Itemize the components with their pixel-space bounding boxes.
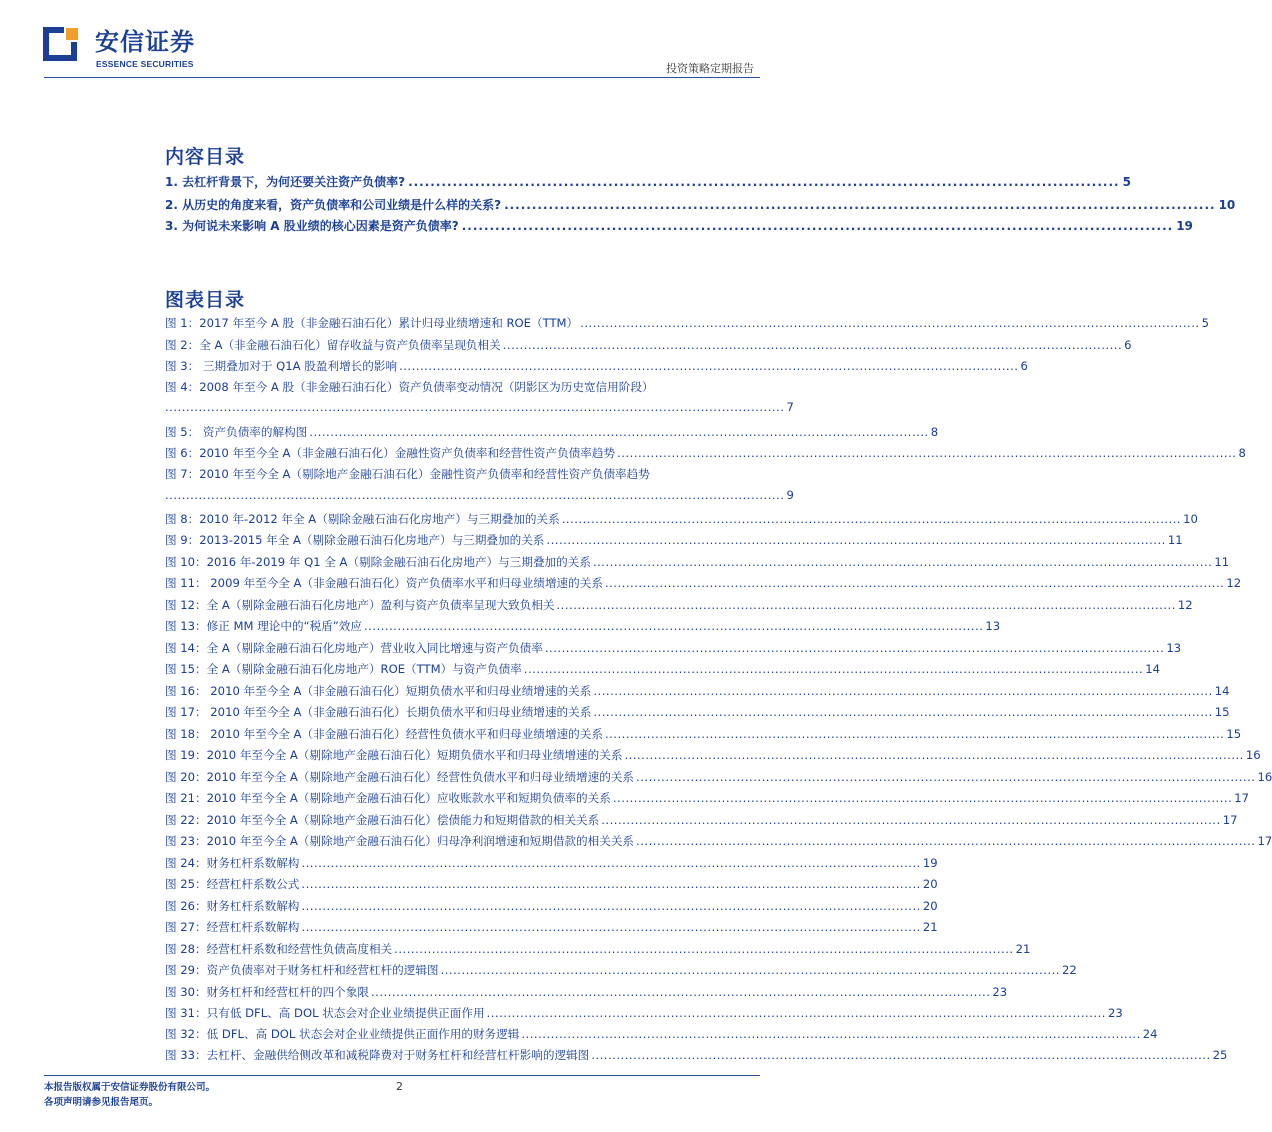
figure-item[interactable] bbox=[165, 466, 753, 485]
leader-dots: .................................................................................................................................................... bbox=[301, 877, 921, 891]
figure-item[interactable] bbox=[165, 337, 1132, 356]
figure-item-text: 图 24：财务杠杆系数解构 bbox=[165, 856, 300, 870]
leader-dots: .................................................................................................................................................... bbox=[165, 488, 785, 502]
leader-dots: .................................................................................................................................................... bbox=[612, 791, 1233, 805]
figure-item-text: 图 14：全 A（剔除金融石油石化房地产）营业收入同比增速与资产负债率 bbox=[165, 641, 543, 655]
figure-item-text: 图 16： 2010 年至今全 A（非金融石油石化）短期负债水平和归母业绩增速的关系 bbox=[165, 684, 592, 698]
figure-item-text: 图 4：2008 年至今 A 股（非金融石油石化）资产负债率变动情况（阴影区为历史宽信用阶段） bbox=[165, 380, 654, 394]
figure-item-page: 15 bbox=[1214, 705, 1230, 719]
figure-item-continuation[interactable] bbox=[165, 488, 794, 507]
figure-item-text: 图 5： 资产负债率的解构图 bbox=[165, 425, 308, 439]
leader-dots: .................................................................................................................................................... bbox=[301, 899, 921, 913]
figure-item-text: 图 13：修正 MM 理论中的“税盾”效应 bbox=[165, 619, 362, 633]
figure-item-page: 12 bbox=[1177, 598, 1193, 612]
figure-item-text: 图 31：只有低 DFL、高 DOL 状态会对企业业绩提供正面作用 bbox=[165, 1006, 485, 1020]
figure-item-text: 图 11： 2009 年至今全 A（非金融石油石化）资产负债率水平和归母业绩增速的关系 bbox=[165, 576, 603, 590]
figure-item-text: 图 9：2013-2015 年全 A（剔除金融石油石化房地产）与三期叠加的关系 bbox=[165, 533, 545, 547]
figure-item-text: 图 8：2010 年-2012 年全 A（剔除金融石油石化房地产）与三期叠加的关系 bbox=[165, 512, 560, 526]
toc-item-page: 10 bbox=[1218, 198, 1236, 212]
figure-item[interactable] bbox=[165, 984, 1008, 1003]
figure-item-page: 25 bbox=[1212, 1048, 1228, 1062]
figure-item-page: 16 bbox=[1245, 748, 1261, 762]
figure-item-text: 图 17： 2010 年至今全 A（非金融石油石化）长期负债水平和归母业绩增速的关系 bbox=[165, 705, 592, 719]
figure-item-text: 图 29：资产负债率对于财务杠杆和经营杠杆的逻辑图 bbox=[165, 963, 439, 977]
toc-item[interactable] bbox=[165, 217, 1193, 237]
leader-dots: .................................................................................................................................................... bbox=[561, 512, 1182, 526]
figure-item-text: 图 6：2010 年至今全 A（非金融石油石化）金融性资产负债率和经营性资产负债率趋势 bbox=[165, 446, 616, 460]
footer-disclaimer bbox=[44, 1080, 215, 1110]
figure-item[interactable] bbox=[165, 962, 1077, 981]
figure-item-page: 8 bbox=[1238, 446, 1246, 460]
figure-item-page: 7 bbox=[786, 400, 794, 414]
figure-item-text: 图 3： 三期叠加对于 Q1A 股盈利增长的影响 bbox=[165, 359, 398, 373]
leader-dots: .................................................................................................................................................... bbox=[370, 985, 991, 999]
leader-dots: .................................................................................................................................................... bbox=[440, 963, 1060, 977]
page-number: 2 bbox=[396, 1080, 403, 1093]
figure-item[interactable] bbox=[165, 1005, 1123, 1024]
disclaimer-notice: 各项声明请参见报告尾页。 bbox=[44, 1097, 159, 1108]
figure-item-text: 图 28：经营杠杆系数和经营性负债高度相关 bbox=[165, 942, 393, 956]
figure-item-page: 19 bbox=[922, 856, 938, 870]
leader-dots: .................................................................................................................................................... bbox=[636, 834, 1256, 848]
figure-item-text: 图 15：全 A（剔除金融石油石化房地产）ROE（TTM）与资产负债率 bbox=[165, 662, 522, 676]
figure-item-text: 图 2：全 A（非金融石油石化）留存收益与资产负债率呈现负相关 bbox=[165, 338, 501, 352]
figure-item[interactable] bbox=[165, 554, 1230, 573]
leader-dots: .................................................................................................................................................... bbox=[486, 1006, 1106, 1020]
figure-item-page: 14 bbox=[1214, 684, 1230, 698]
leader-dots: .................................................................................................................................................... bbox=[580, 316, 1200, 330]
leader-dots: .................................................................................................................................................... bbox=[592, 555, 1213, 569]
toc-item[interactable] bbox=[165, 173, 1131, 193]
leader-dots: .................................................................................................................................................... bbox=[556, 598, 1176, 612]
figure-item-page: 17 bbox=[1222, 813, 1238, 827]
figure-item[interactable] bbox=[165, 769, 1272, 788]
footer-divider bbox=[44, 1075, 760, 1076]
figure-item[interactable] bbox=[165, 726, 1242, 745]
figure-item-page: 13 bbox=[1166, 641, 1182, 655]
figure-item-text: 图 25：经营杠杆系数公式 bbox=[165, 877, 300, 891]
leader-dots: .................................................................................................................................................... bbox=[399, 359, 1019, 373]
figure-item-text: 图 12：全 A（剔除金融石油石化房地产）盈利与资产负债率呈现大致负相关 bbox=[165, 598, 555, 612]
figure-item-page: 22 bbox=[1061, 963, 1077, 977]
figure-item-text: 图 26：财务杠杆系数解构 bbox=[165, 899, 300, 913]
figure-item[interactable] bbox=[165, 511, 1198, 530]
figure-item[interactable] bbox=[165, 833, 1272, 852]
brand-name-cn: 安信证券 bbox=[95, 28, 195, 56]
figure-item[interactable] bbox=[165, 315, 1209, 334]
figure-item-page: 14 bbox=[1145, 662, 1160, 676]
figure-item-text: 图 30：财务杠杆和经营杠杆的四个象限 bbox=[165, 985, 369, 999]
leader-dots: .................................................................................................................................................... bbox=[546, 533, 1166, 547]
figure-item-text: 图 1：2017 年至今 A 股（非金融石油石化）累计归母业绩增速和 ROE（TTM） bbox=[165, 316, 579, 330]
figure-item-page: 23 bbox=[992, 985, 1008, 999]
figure-item-page: 6 bbox=[1124, 338, 1132, 352]
toc-item[interactable] bbox=[165, 196, 1236, 216]
figure-item-text: 图 32：低 DFL、高 DOL 状态会对企业业绩提供正面作用的财务逻辑 bbox=[165, 1027, 520, 1041]
figure-item-page: 13 bbox=[985, 619, 1001, 633]
figure-item-text: 图 22：2010 年至今全 A（剔除地产金融石油石化）偿债能力和短期借款的相关关系 bbox=[165, 813, 600, 827]
figure-item-page: 17 bbox=[1234, 791, 1250, 805]
figure-item-text: 图 33：去杠杆、金融供给侧改革和减税降费对于财务杠杆和经营杠杆影响的逻辑图 bbox=[165, 1048, 590, 1062]
figure-item[interactable] bbox=[165, 747, 1261, 766]
figure-item[interactable] bbox=[165, 812, 1238, 831]
figure-item-page: 20 bbox=[922, 899, 938, 913]
figure-item-page: 16 bbox=[1257, 770, 1272, 784]
figure-item[interactable] bbox=[165, 790, 1250, 809]
page-header bbox=[0, 0, 800, 80]
figure-item-page: 20 bbox=[922, 877, 938, 891]
figure-item[interactable] bbox=[165, 661, 1160, 680]
toc-item-text: 1. 去杠杆背景下，为何还要关注资产负债率? bbox=[165, 175, 406, 189]
header-divider bbox=[44, 77, 760, 78]
leader-dots: .................................................................................................................................................... bbox=[604, 576, 1225, 590]
leader-dots: .................................................................................................................................................... bbox=[523, 662, 1144, 676]
figure-item-page: 23 bbox=[1107, 1006, 1123, 1020]
figure-item-page: 17 bbox=[1257, 834, 1272, 848]
figure-item-page: 11 bbox=[1214, 555, 1230, 569]
leader-dots: .................................................................................................................................................... bbox=[636, 770, 1256, 784]
figure-item-text: 图 20：2010 年至今全 A（剔除地产金融石油石化）经营性负债水平和归母业绩增速的关系 bbox=[165, 770, 635, 784]
figure-item[interactable] bbox=[165, 704, 1230, 723]
figure-item[interactable] bbox=[165, 532, 1183, 551]
figure-item-page: 11 bbox=[1167, 533, 1183, 547]
figure-item[interactable] bbox=[165, 1026, 1158, 1045]
copyright-notice: 本报告版权属于安信证券股份有限公司。 bbox=[44, 1082, 216, 1093]
leader-dots: .................................................................................................................................................... bbox=[165, 400, 785, 414]
figure-item[interactable] bbox=[165, 855, 938, 874]
leader-dots: .................................................................................................................................................... bbox=[593, 684, 1213, 698]
figure-item[interactable] bbox=[165, 358, 1028, 377]
figure-item-page: 24 bbox=[1142, 1027, 1158, 1041]
figure-item-page: 12 bbox=[1226, 576, 1242, 590]
figure-item-continuation[interactable] bbox=[165, 400, 794, 419]
figure-item-page: 21 bbox=[1015, 942, 1031, 956]
figure-item-text: 图 18： 2010 年至今全 A（非金融石油石化）经营性负债水平和归母业绩增速的关系 bbox=[165, 727, 603, 741]
figure-item[interactable] bbox=[165, 424, 939, 443]
figure-item-page: 10 bbox=[1183, 512, 1198, 526]
figure-item[interactable] bbox=[165, 919, 938, 938]
report-type-label: 投资策略定期报告 bbox=[666, 62, 754, 75]
figure-item-text: 图 7：2010 年至今全 A（剔除地产金融石油石化）金融性资产负债率和经营性资产负债率趋势 bbox=[165, 467, 650, 481]
essence-logo-icon bbox=[44, 26, 84, 66]
figure-item-page: 8 bbox=[930, 425, 939, 439]
figure-item-page: 9 bbox=[786, 488, 794, 502]
figures-title: 图表目录 bbox=[165, 289, 246, 311]
leader-dots: ................................................................................................................................ bbox=[504, 198, 1216, 212]
figure-item[interactable] bbox=[165, 575, 1242, 594]
leader-dots: .................................................................................................................................................... bbox=[593, 705, 1213, 719]
figure-item-text: 图 27：经营杠杆系数解构 bbox=[165, 920, 300, 934]
brand-name-en: ESSENCE SECURITIES bbox=[96, 59, 194, 69]
leader-dots: .................................................................................................................................................... bbox=[363, 619, 984, 633]
figure-item[interactable] bbox=[165, 445, 1246, 464]
figure-item[interactable] bbox=[165, 941, 1031, 960]
figure-item-page: 15 bbox=[1226, 727, 1242, 741]
leader-dots: .................................................................................................................................................... bbox=[521, 1027, 1141, 1041]
figure-item[interactable] bbox=[165, 597, 1193, 616]
leader-dots: ................................................................................................................................ bbox=[408, 175, 1120, 189]
figure-item-page: 6 bbox=[1020, 359, 1028, 373]
figure-item-text: 图 21：2010 年至今全 A（剔除地产金融石油石化）应收账款水平和短期负债率的关系 bbox=[165, 791, 611, 805]
leader-dots: .................................................................................................................................................... bbox=[394, 942, 1014, 956]
leader-dots: .................................................................................................................................................... bbox=[591, 1048, 1211, 1062]
toc-item-text: 3. 为何说未来影响 A 股业绩的核心因素是资产负债率? bbox=[165, 219, 459, 233]
figure-item[interactable] bbox=[165, 898, 938, 917]
leader-dots: .................................................................................................................................................... bbox=[601, 813, 1221, 827]
toc-title: 内容目录 bbox=[165, 146, 246, 168]
figure-item[interactable] bbox=[165, 379, 753, 398]
toc-item-text: 2. 从历史的角度来看，资产负债率和公司业绩是什么样的关系? bbox=[165, 198, 502, 212]
leader-dots: .................................................................................................................................................... bbox=[502, 338, 1123, 352]
toc-item-page: 19 bbox=[1176, 219, 1193, 233]
figure-item[interactable] bbox=[165, 618, 1001, 637]
figure-item-text: 图 10：2016 年-2019 年 Q1 全 A（剔除金融石油石化房地产）与三期叠加的关系 bbox=[165, 555, 591, 569]
leader-dots: .................................................................................................................................................... bbox=[301, 856, 921, 870]
leader-dots: .................................................................................................................................................... bbox=[624, 748, 1244, 762]
toc-item-page: 5 bbox=[1122, 175, 1131, 189]
figure-item-text: 图 23：2010 年至今全 A（剔除地产金融石油石化）归母净利润增速和短期借款的相关关系 bbox=[165, 834, 635, 848]
figure-item-page: 21 bbox=[922, 920, 938, 934]
figure-item[interactable] bbox=[165, 1047, 1228, 1066]
figure-item[interactable] bbox=[165, 683, 1230, 702]
leader-dots: .................................................................................................................................................... bbox=[617, 446, 1237, 460]
figure-item[interactable] bbox=[165, 876, 938, 895]
leader-dots: .................................................................................................................................................... bbox=[309, 425, 929, 439]
figure-item[interactable] bbox=[165, 640, 1182, 659]
leader-dots: ................................................................................................................................ bbox=[461, 219, 1174, 233]
figure-item-page: 5 bbox=[1201, 316, 1209, 330]
leader-dots: .................................................................................................................................................... bbox=[544, 641, 1165, 655]
leader-dots: .................................................................................................................................................... bbox=[604, 727, 1225, 741]
figure-item-text: 图 19：2010 年至今全 A（剔除地产金融石油石化）短期负债水平和归母业绩增速的关系 bbox=[165, 748, 623, 762]
leader-dots: .................................................................................................................................................... bbox=[301, 920, 921, 934]
